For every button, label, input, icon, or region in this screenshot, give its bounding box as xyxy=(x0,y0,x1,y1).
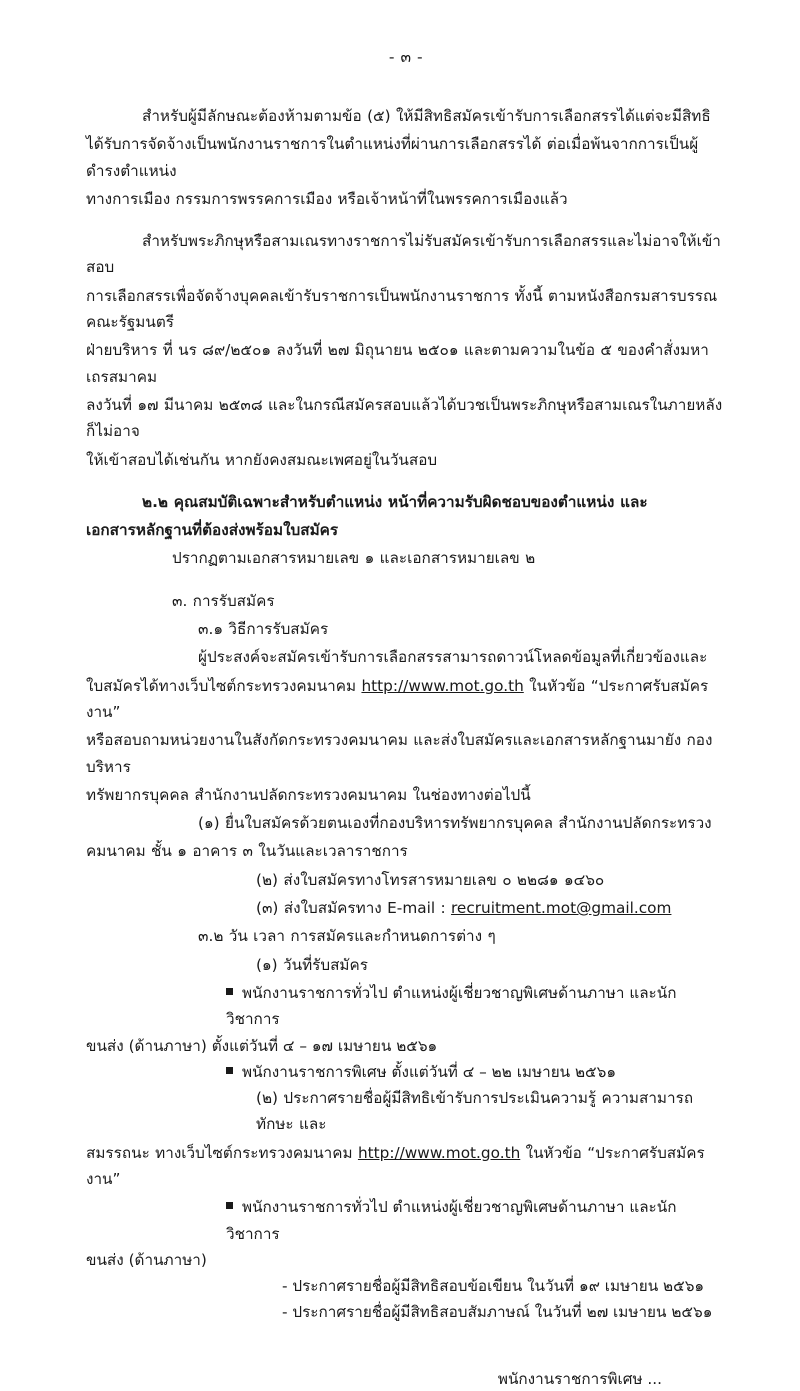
item-1-bullet-1-line-1 xyxy=(86,980,726,1033)
channel-1-label: (๑) xyxy=(198,814,220,833)
section-3-2-item-1-text: วันที่รับสมัคร xyxy=(283,955,368,974)
item-2-bullet-1-text: พนักงานราชการทั่วไป ตำแหน่งผู้เชี่ยวชาญพิเศษด้านภาษา และนักวิชาการ xyxy=(226,1198,677,1243)
paragraph-2-line-2: การเลือกสรรเพื่อจัดจ้างบุคคลเข้ารับราชการเป็นพนักงานราชการ ทั้งนี้ ตามหนังสือกรมสารบรรณคณะรัฐมนตรี xyxy=(86,286,718,332)
item-2-dash-2: - ประกาศรายชื่อผู้มีสิทธิสอบสัมภาษณ์ ในวันที่ ๒๗ เมษายน ๒๕๖๑ xyxy=(282,1303,713,1322)
section-3-1-body-line-2-suffix: ในหัวข้อ “ประกาศรับสมัครงาน” xyxy=(86,676,709,721)
item-1-bullet-2-text: พนักงานราชการพิเศษ ตั้งแต่วันที่ ๔ – ๒๒ เมษายน ๒๕๖๑ xyxy=(242,1062,617,1081)
section-3-1-body-line-2-text: ใบสมัครได้ทางเว็บไซต์กระทรวงคมนาคม xyxy=(86,676,362,695)
item-1-bullet-2-line-1 xyxy=(86,1059,726,1085)
section-3-2-item-1-label: (๑) xyxy=(256,955,278,974)
recruitment-email-link[interactable]: recruitment.mot@gmail.com xyxy=(450,899,672,918)
channel-3-line xyxy=(86,895,726,921)
section-2-2 xyxy=(86,489,726,572)
section-3-2-item-1-title xyxy=(86,952,726,978)
item-1-bullet-1-text: พนักงานราชการทั่วไป ตำแหน่งผู้เชี่ยวชาญพิเศษด้านภาษา และนักวิชาการ xyxy=(226,983,677,1029)
channel-1-text: ยื่นใบสมัครด้วยตนเองที่กองบริหารทรัพยากรบุคคล สำนักงานปลัดกระทรวง xyxy=(225,814,712,833)
channel-1-line-2: คมนาคม ชั้น ๑ อาคาร ๓ ในวันและเวลาราชการ xyxy=(86,842,408,861)
paragraph-2 xyxy=(86,228,726,473)
mot-website-link-1[interactable]: http://www.mot.go.th xyxy=(361,676,524,695)
section-3-1-body-line-1: ผู้ประสงค์จะสมัครเข้ารับการเลือกสรรสามารถดาวน์โหลดข้อมูลที่เกี่ยวข้องและ xyxy=(198,648,708,667)
paragraph-1-line-3: ทางการเมือง กรรมการพรรคการเมือง หรือเจ้าหน้าที่ในพรรคการเมืองแล้ว xyxy=(86,189,568,208)
page-number: - ๓ - xyxy=(388,48,424,66)
square-bullet-icon xyxy=(226,1202,233,1209)
section-3-2-heading: ๓.๒ วัน เวลา การสมัครและกำหนดการต่าง ๆ xyxy=(198,927,496,946)
section-3-1-heading: ๓.๑ วิธีการรับสมัคร xyxy=(198,620,329,639)
document-content xyxy=(86,44,726,1391)
section-3-1-body-line-2 xyxy=(86,673,726,726)
section-2-2-body: ปรากฏตามเอกสารหมายเลข ๑ และเอกสารหมายเลข ๒ xyxy=(172,549,536,568)
channel-2-label: (๒) xyxy=(256,870,279,889)
section-3-2-item-2-line-2 xyxy=(86,1140,726,1193)
section-3-2-item-2-line-1 xyxy=(86,1085,726,1138)
paragraph-2-line-3: ฝ่ายบริหาร ที่ นร ๘๙/๒๕๐๑ ลงวันที่ ๒๗ มิถุนายน ๒๕๐๑ และตามความในข้อ ๕ ของคำสั่งมหาเถรสมาคม xyxy=(86,341,709,386)
item-2-bullet-1-line-1 xyxy=(86,1194,726,1247)
section-2-2-heading-line-2: เอกสารหลักฐานที่ต้องส่งพร้อมใบสมัคร xyxy=(86,521,339,540)
paragraph-1-line-1: สำหรับผู้มีลักษณะต้องห้ามตามข้อ (๕) ให้มีสิทธิสมัครเข้ารับการเลือกสรรได้แต่จะมีสิทธิ xyxy=(142,107,711,125)
section-2-2-heading-line-1: ๒.๒ คุณสมบัติเฉพาะสำหรับตำแหน่ง หน้าที่ความรับผิดชอบของตำแหน่ง และ xyxy=(142,492,648,511)
item-2-bullet-1-line-2: ขนส่ง (ด้านภาษา) xyxy=(86,1250,207,1269)
footer-continuation-note: พนักงานราชการพิเศษ ... xyxy=(497,1369,662,1388)
item-2-dash-1: - ประกาศรายชื่อผู้มีสิทธิสอบข้อเขียน ในวันที่ ๑๙ เมษายน ๒๕๖๑ xyxy=(282,1277,705,1296)
paragraph-2-line-4: ลงวันที่ ๑๗ มีนาคม ๒๕๓๘ และในกรณีสมัครสอบแล้วได้บวชเป็นพระภิกษุหรือสามเณรในภายหลังก็ไม่อาจ xyxy=(86,395,723,441)
channel-2-text: ส่งใบสมัครทางโทรสารหมายเลข ๐ ๒๒๘๑ ๑๔๖๐ xyxy=(283,870,605,889)
channel-2-line xyxy=(86,867,726,893)
paragraph-1-line-2: ได้รับการจัดจ้างเป็นพนักงานราชการในตำแหน่งที่ผ่านการเลือกสรรได้ ต่อเมื่อพ้นจากการเป็นผู้ดำรงตำแหน่ง xyxy=(86,135,699,180)
paragraph-2-line-1: สำหรับพระภิกษุหรือสามเณรทางราชการไม่รับสมัครเข้ารับการเลือกสรรและไม่อาจให้เข้าสอบ xyxy=(86,232,721,277)
section-3-2-item-2-text: ประกาศรายชื่อผู้มีสิทธิเข้ารับการประเมินความรู้ ความสามารถ ทักษะ และ xyxy=(256,1089,694,1134)
section-3-heading: ๓. การรับสมัคร xyxy=(172,591,275,610)
section-3-2-item-2-label: (๒) xyxy=(256,1089,279,1108)
section-3-2-item-2-line-2-post: ในหัวข้อ “ประกาศรับสมัครงาน” xyxy=(86,1143,705,1188)
section-3-2-item-2-line-2-pre: สมรรถนะ ทางเว็บไซต์กระทรวงคมนาคม xyxy=(86,1143,358,1162)
paragraph-1 xyxy=(86,103,726,212)
section-3-1-body-line-4: ทรัพยากรบุคคล สำนักงานปลัดกระทรวงคมนาคม ในช่องทางต่อไปนี้ xyxy=(86,785,531,804)
mot-website-link-2[interactable]: http://www.mot.go.th xyxy=(357,1143,521,1162)
paragraph-2-line-5: ให้เข้าสอบได้เช่นกัน หากยังคงสมณะเพศอยู่ในวันสอบ xyxy=(86,450,438,469)
section-3-1-body-line-3: หรือสอบถามหน่วยงานในสังกัดกระทรวงคมนาคม และส่งใบสมัครและเอกสารหลักฐานมายัง กองบริหาร xyxy=(86,731,713,776)
square-bullet-icon xyxy=(226,1067,233,1074)
channel-1-line-1 xyxy=(86,810,726,836)
square-bullet-icon xyxy=(226,988,233,995)
channel-3-text: ส่งใบสมัครทาง E-mail : xyxy=(283,899,451,918)
section-3 xyxy=(86,588,726,1326)
item-1-bullet-1-line-2: ขนส่ง (ด้านภาษา) ตั้งแต่วันที่ ๔ – ๑๗ เมษายน ๒๕๖๑ xyxy=(86,1036,438,1055)
channel-3-label: (๓) xyxy=(256,899,279,918)
